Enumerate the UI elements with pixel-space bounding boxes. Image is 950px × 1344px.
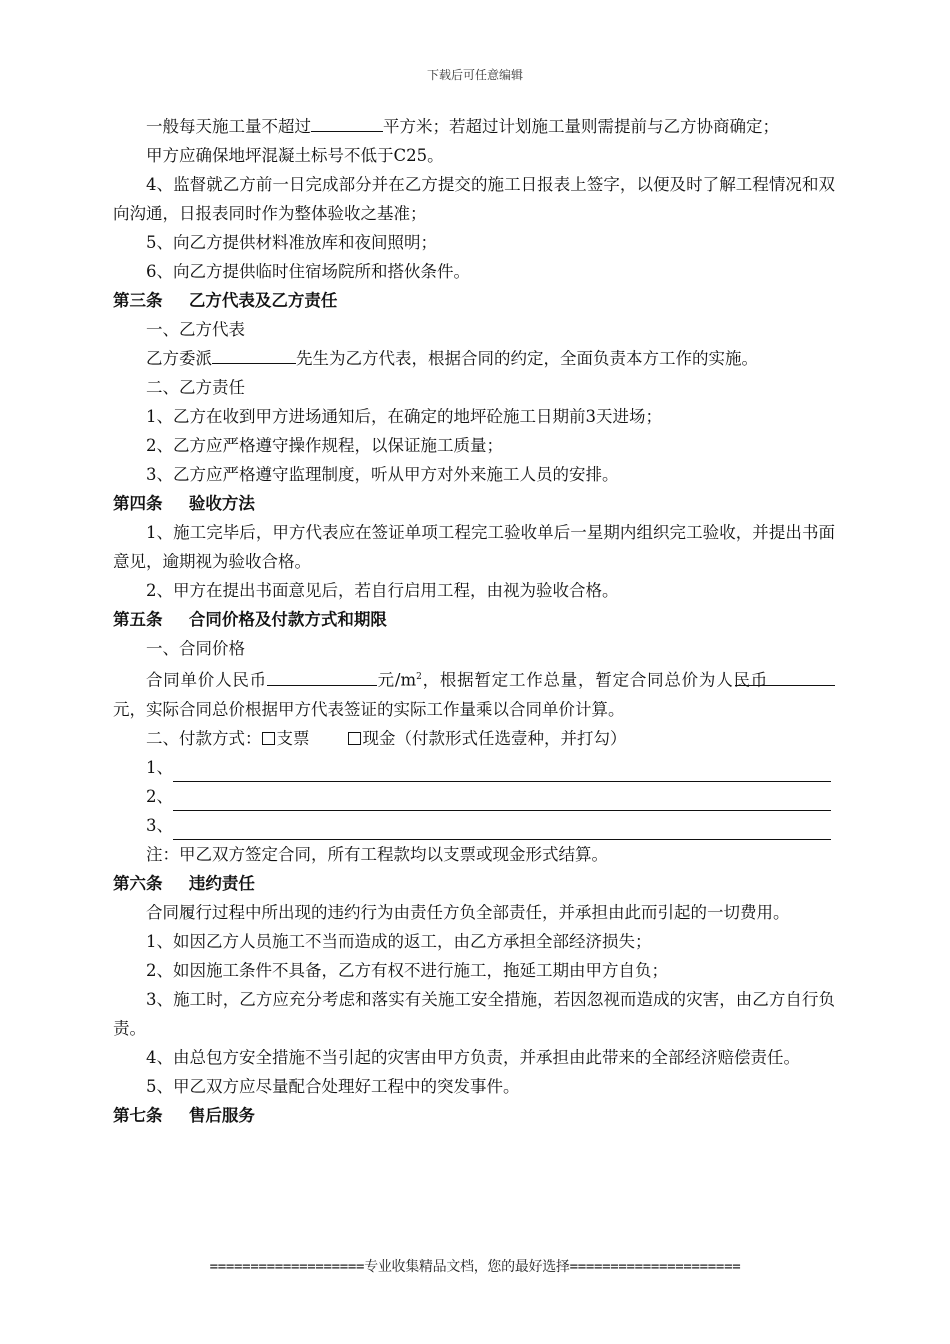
line-number: 1、 [146,757,173,777]
contract-price-paragraph [113,663,835,724]
list-item: 2、乙方应严格遵守操作规程，以保证施工质量； [146,436,503,455]
text-segment: 元/m [376,670,417,690]
text-segment: 合同单价人民币 [146,670,267,690]
page-footer: ===================专业收集精品文档，您的最好选择===================== [209,1259,741,1275]
daily-limit-paragraph [113,112,835,141]
text-segment: 二、付款方式： [146,728,262,748]
text-segment: 乙方委派 [146,349,212,368]
line-number: 3、 [146,815,173,835]
accommodation-paragraph: 6、向乙方提供临时住宿场院所和搭伙条件。 [146,262,470,281]
list-item: 2、如因施工条件不具备，乙方有权不进行施工，拖延工期由甲方自负； [146,960,668,980]
list-item: 1、如因乙方人员施工不当而造成的返工，由乙方承担全部经济损失； [146,931,652,951]
payment-line-1 [113,753,835,782]
superscript: 2 [416,672,422,682]
article-4-heading [113,489,835,518]
article-number: 第六条 [113,873,163,893]
document-body [113,112,835,1130]
article-title: 验收方法 [188,494,255,513]
article-title: 合同价格及付款方式和期限 [188,610,387,629]
article-number: 第四条 [113,494,163,513]
text-segment: 先生为乙方代表，根据合同的约定，全面负责本方工作的实施。 [296,349,758,368]
payment-method-line [113,724,835,753]
article-3-heading [113,286,835,315]
article-number: 第三条 [113,291,163,310]
liability-intro: 合同履行过程中所出现的违约行为由责任方负全部责任，并承担由此而引起的一切费用。 [146,902,790,922]
text-segment: 平方米；若超过计划施工量则需提前与乙方协商确定； [383,117,779,136]
text-segment: ，根据暂定工作总量，暂定合同总价为人民币 [421,670,769,690]
page-header: 下载后可任意编辑 [426,68,523,82]
checkbox-label: 支票 [276,728,310,748]
article-number: 第五条 [113,610,163,629]
article-number: 第七条 [113,1105,163,1125]
payment-blank-line[interactable] [173,761,831,782]
payment-note: 注：甲乙双方签定合同，所有工程款均以支票或现金形式结算。 [146,844,608,864]
unit-price-blank[interactable] [267,667,377,686]
representative-name-blank[interactable] [212,345,296,364]
section-heading: 一、合同价格 [146,639,245,658]
article-title: 乙方代表及乙方责任 [188,291,338,310]
supervision-paragraph: 4、监督就乙方前一日完成部分并在乙方提交的施工日报表上签字，以便及时了解工程情况和双向沟通，日报表同时作为整体验收之基准； [113,175,835,223]
payment-blank-line[interactable] [173,819,831,840]
list-item: 4、由总包方安全措施不当引起的灾害由甲方负责，并承担由此带来的全部经济赔偿责任。 [146,1047,800,1067]
list-item: 2、甲方在提出书面意见后，若自行启用工程，由视为验收合格。 [146,581,619,600]
article-5-heading [113,605,835,634]
payment-line-2 [113,782,835,811]
payment-blank-line[interactable] [173,790,831,811]
material-storage-paragraph: 5、向乙方提供材料准放库和夜间照明； [146,233,437,252]
section-heading: 一、乙方代表 [146,320,245,339]
article-title: 售后服务 [188,1105,255,1125]
concrete-grade-paragraph: 甲方应确保地坪混凝土标号不低于C25。 [146,146,444,165]
checkbox-label: 现金（付款形式任选壹种，并打勾） [362,728,627,748]
section-heading: 二、乙方责任 [146,378,245,397]
payment-line-3 [113,811,835,840]
article-6-heading [113,869,835,898]
line-number: 2、 [146,786,173,806]
list-item: 5、甲乙双方应尽量配合处理好工程中的突发事件。 [146,1076,520,1096]
article-title: 违约责任 [188,873,255,893]
list-item: 1、施工完毕后，甲方代表应在签证单项工程完工验收单后一星期内组织完工验收，并提出书面意见，逾期视为验收合格。 [113,523,835,571]
representative-paragraph [113,344,835,373]
list-item: 3、施工时，乙方应充分考虑和落实有关施工安全措施，若因忽视而造成的灾害，由乙方自行负责。 [113,989,835,1038]
total-price-blank[interactable] [735,667,835,686]
list-item: 1、乙方在收到甲方进场通知后，在确定的地坪砼施工日期前3天进场； [146,407,662,426]
area-blank-field[interactable] [311,113,383,132]
text-segment: 一般每天施工量不超过 [146,117,311,136]
cheque-checkbox[interactable] [262,732,275,745]
text-segment: 元，实际合同总价根据甲方代表签证的实际工作量乘以合同单价计算。 [113,699,625,719]
article-7-heading [113,1101,835,1130]
list-item: 3、乙方应严格遵守监理制度，听从甲方对外来施工人员的安排。 [146,465,619,484]
cash-checkbox[interactable] [348,732,361,745]
